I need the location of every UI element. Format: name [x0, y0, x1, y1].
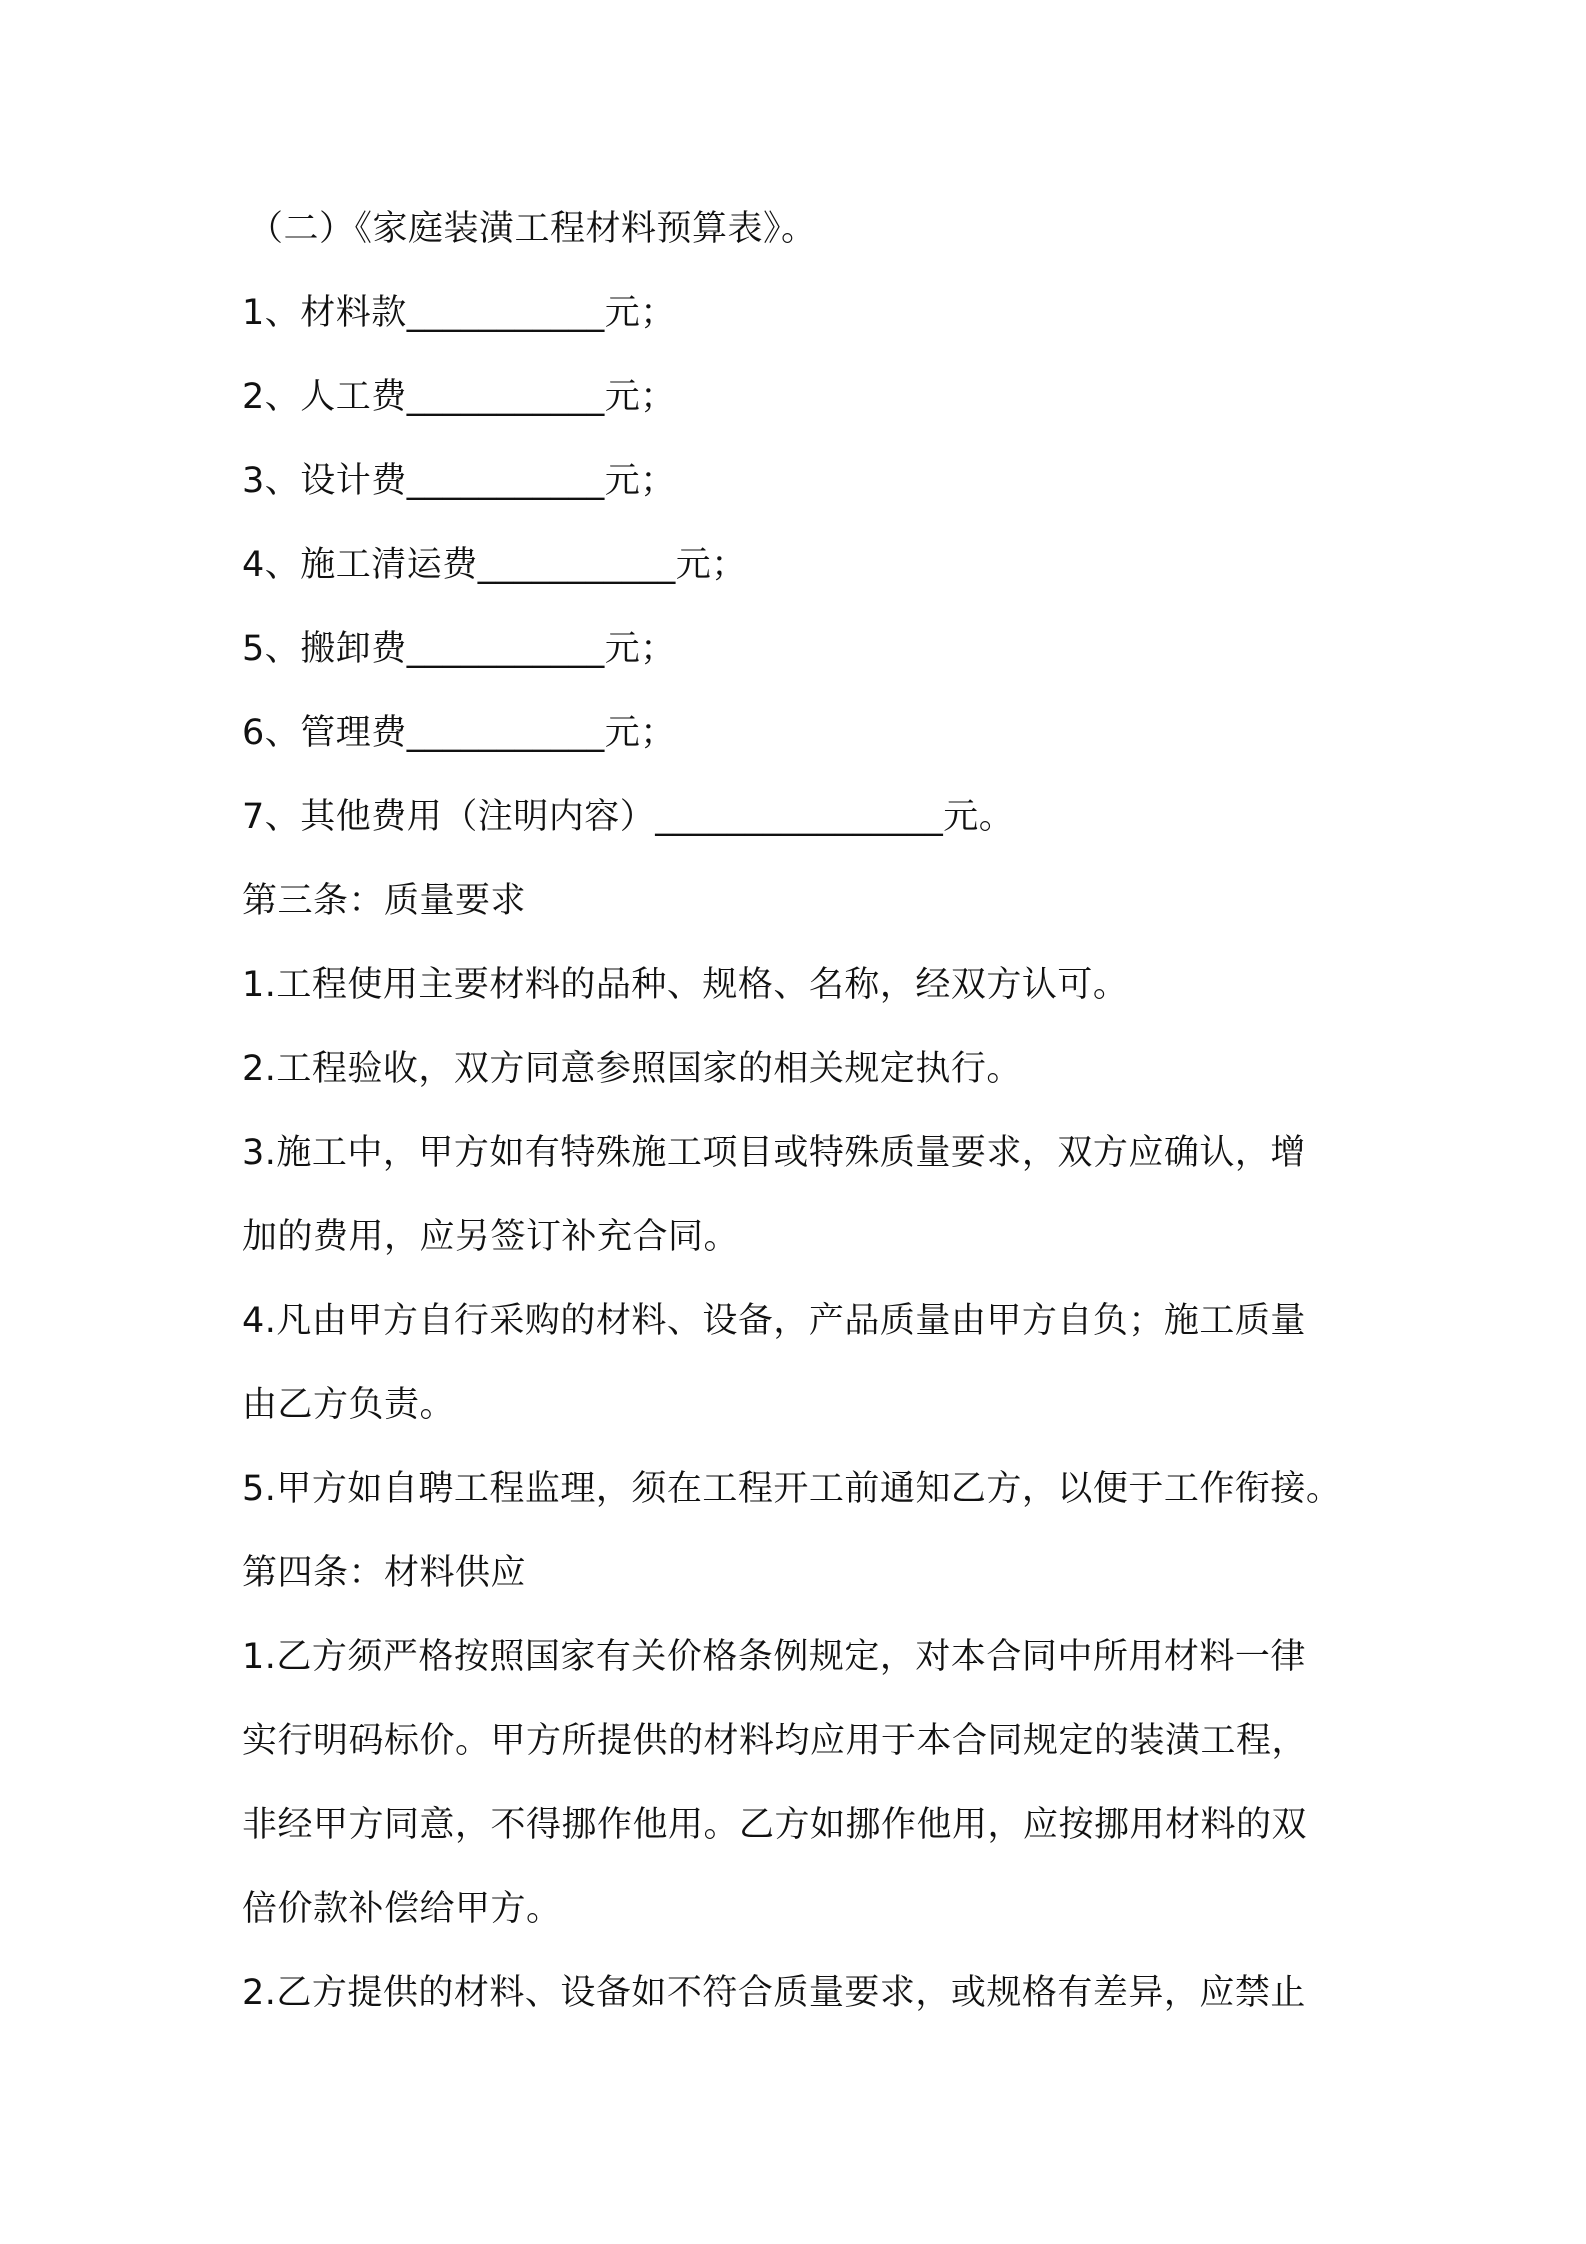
article3-line: 加的费用，应另签订补充合同。: [242, 1217, 740, 1257]
article4-heading: 第四条：材料供应: [242, 1553, 527, 1593]
article3-line: 3.施工中，甲方如有特殊施工项目或特殊质量要求，双方应确认，增: [242, 1133, 1306, 1173]
budget-item-cleanup: 4、施工清运费___________元；: [242, 545, 747, 585]
article3-line: 由乙方负责。: [242, 1385, 456, 1425]
article4-line: 实行明码标价。甲方所提供的材料均应用于本合同规定的装潢工程，: [242, 1721, 1308, 1761]
section-title: （二）《家庭装潢工程材料预算表》。: [248, 209, 817, 249]
budget-item-labor: 2、人工费___________元；: [242, 377, 676, 417]
article4-line: 倍价款补偿给甲方。: [242, 1889, 562, 1929]
article4-line: 1.乙方须严格按照国家有关价格条例规定，对本合同中所用材料一律: [242, 1637, 1306, 1677]
article4-line: 2.乙方提供的材料、设备如不符合质量要求，或规格有差异，应禁止: [242, 1973, 1306, 2013]
article3-line: 5.甲方如自聘工程监理，须在工程开工前通知乙方，以便于工作衔接。: [242, 1469, 1342, 1509]
budget-item-moving: 5、搬卸费___________元；: [242, 629, 676, 669]
budget-item-material: 1、材料款___________元；: [242, 293, 676, 333]
article3-line: 1.工程使用主要材料的品种、规格、名称，经双方认可。: [242, 965, 1129, 1005]
budget-item-design: 3、设计费___________元；: [242, 461, 676, 501]
article4-line: 非经甲方同意，不得挪作他用。乙方如挪作他用，应按挪用材料的双: [242, 1805, 1308, 1845]
budget-item-management: 6、管理费___________元；: [242, 713, 676, 753]
article3-line: 4.凡由甲方自行采购的材料、设备，产品质量由甲方自负；施工质量: [242, 1301, 1306, 1341]
article3-heading: 第三条：质量要求: [242, 881, 527, 921]
budget-item-other: 7、其他费用（注明内容）________________元。: [242, 797, 1015, 837]
article3-line: 2.工程验收，双方同意参照国家的相关规定执行。: [242, 1049, 1022, 1089]
